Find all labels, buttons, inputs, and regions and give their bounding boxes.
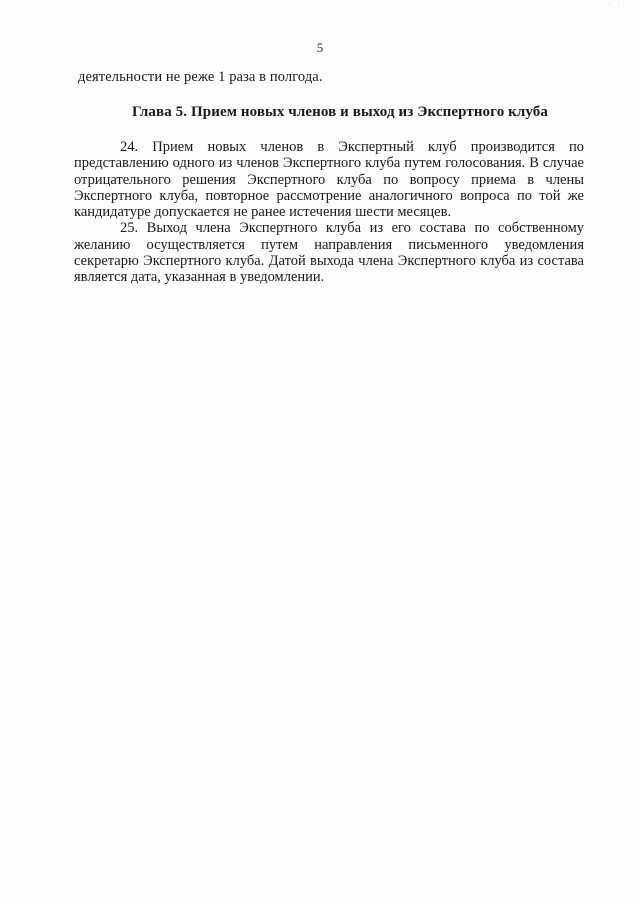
paragraph-25: 25. Выход члена Экспертного клуба из его состава по собственному желанию осуществляется путем направления письменного уведомления секретарю Экспертного клуба. Датой выхода члена Экспертного клуба из состава является дата, указанная в уведомлении. — [74, 220, 584, 286]
paragraph-24: 24. Прием новых членов в Экспертный клуб производится по представлению одного из членов Экспертного клуба путем голосования. В случае отрицательного решения Экспертного клуба по вопросу приема в члены Экспертного клуба, повторное рассмотрение аналогичного вопроса по той же кандидатуре допускается не ранее истечения шести месяцев. — [74, 139, 584, 221]
continuation-line: деятельности не реже 1 раза в полгода. — [78, 69, 323, 85]
scan-corner-mark: · · · — [598, 0, 622, 10]
chapter-heading: Глава 5. Прием новых членов и выход из Экспертного клуба — [131, 104, 549, 120]
page-number: 5 — [316, 40, 324, 55]
chapter-body — [74, 139, 584, 286]
